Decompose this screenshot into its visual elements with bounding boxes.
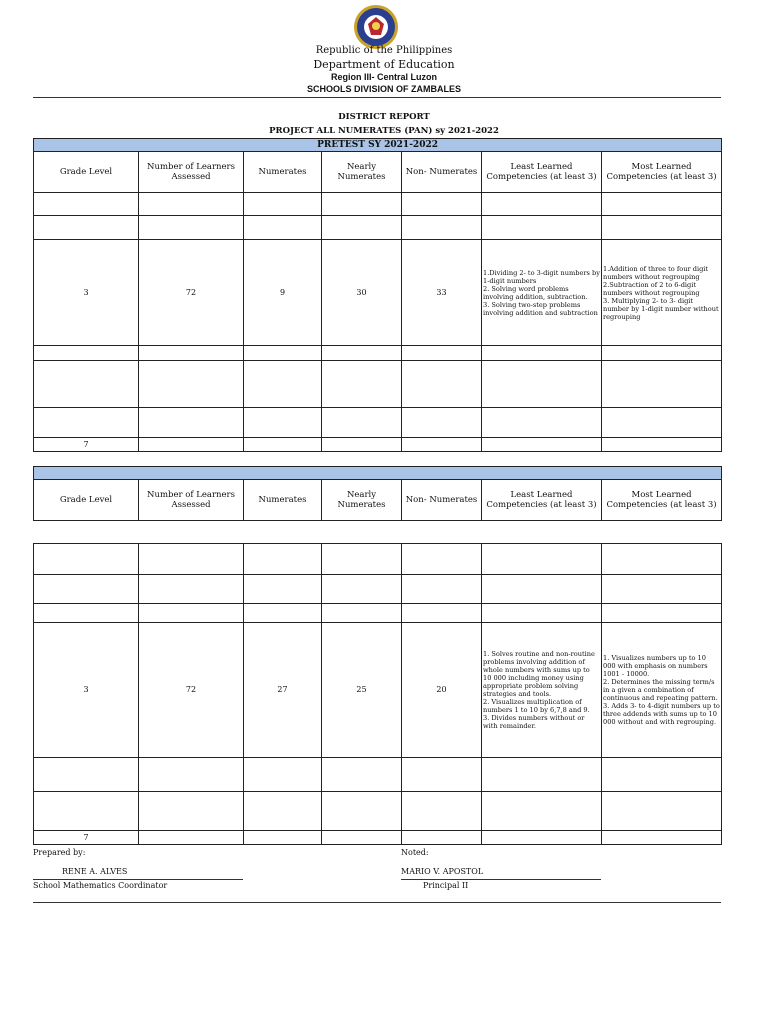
col-non-numerates: Non- Numerates <box>402 152 482 193</box>
table-row <box>34 240 722 346</box>
pretest-non: 33 <box>402 240 482 346</box>
table-row <box>34 792 722 831</box>
posttest-last-grade: 7 <box>34 831 139 845</box>
pretest-last-grade: 7 <box>34 438 139 452</box>
table-row <box>34 346 722 361</box>
col-non-numerates: Non- Numerates <box>402 480 482 521</box>
col-numerates: Numerates <box>244 152 322 193</box>
pretest-learners: 72 <box>139 240 244 346</box>
col-most-learned: Most Learned Competencies (at least 3) <box>602 480 722 521</box>
col-nearly-numerates: Nearly Numerates <box>322 152 402 193</box>
table-row <box>34 216 722 240</box>
pretest-nearly: 30 <box>322 240 402 346</box>
table-row <box>34 408 722 438</box>
table-row <box>34 361 722 408</box>
pretest-grade: 3 <box>34 240 139 346</box>
table-row <box>34 575 722 604</box>
table-row <box>34 193 722 216</box>
header-region: Region III- Central Luzon <box>331 72 437 82</box>
posttest-nearly: 25 <box>322 623 402 758</box>
posttest-header-table <box>33 466 722 521</box>
col-least-learned: Least Learned Competencies (at least 3) <box>482 152 602 193</box>
header-department: Department of Education <box>313 58 455 71</box>
col-most-learned: Most Learned Competencies (at least 3) <box>602 152 722 193</box>
report-title: DISTRICT REPORT <box>338 112 430 122</box>
deped-seal-logo <box>353 4 399 50</box>
pretest-least-learned: 1.Dividing 2- to 3-digit numbers by 1-digit numbers 2. Solving word problems involving addition, subtraction. 3. Solving two-step problems involving addition and subtraction <box>482 240 602 346</box>
table-row <box>34 623 722 758</box>
prepared-title: School Mathematics Coordinator <box>33 881 168 890</box>
col-learners-assessed: Number of Learners Assessed <box>139 152 244 193</box>
table-row <box>34 831 722 845</box>
col-least-learned: Least Learned Competencies (at least 3) <box>482 480 602 521</box>
prepared-name: RENE A. ALVES <box>62 867 128 876</box>
prepared-signature-line <box>33 879 243 880</box>
footer-divider <box>33 902 721 903</box>
report-subtitle: PROJECT ALL NUMERATES (PAN) sy 2021-2022 <box>269 126 499 136</box>
posttest-band <box>34 467 722 480</box>
col-grade-level: Grade Level <box>34 480 139 521</box>
posttest-least-learned: 1. Solves routine and non-routine problems involving addition of whole numbers with sums up to 10 000 including money using appropriate problem solving strategies and tools. 2. Visualizes multiplication of numbers 1 to 10 by 6,7,8 and 9. 3. Divides numbers without or with remainder. <box>482 623 602 758</box>
pretest-band: PRETEST SY 2021-2022 <box>34 139 722 152</box>
noted-title: Principal II <box>423 881 469 890</box>
header-division: SCHOOLS DIVISION OF ZAMBALES <box>306 84 461 94</box>
col-learners-assessed: Number of Learners Assessed <box>139 480 244 521</box>
noted-signature-line <box>401 879 601 880</box>
posttest-most-learned: 1. Visualizes numbers up to 10 000 with emphasis on numbers 1001 - 10000. 2. Determines the missing term/s in a given a combination of continuous and repeating pattern. 3. Adds 3- to 4-digit numbers up to three addends with sums up to 10 000 without and with regrouping. <box>602 623 722 758</box>
col-numerates: Numerates <box>244 480 322 521</box>
posttest-non: 20 <box>402 623 482 758</box>
pretest-numerates: 9 <box>244 240 322 346</box>
pretest-table <box>33 138 722 452</box>
posttest-numerates: 27 <box>244 623 322 758</box>
posttest-learners: 72 <box>139 623 244 758</box>
header-republic: Republic of the Philippines <box>315 45 453 56</box>
table-row <box>34 544 722 575</box>
noted-label: Noted: <box>401 848 429 857</box>
table-row <box>34 604 722 623</box>
posttest-table <box>33 543 722 845</box>
col-grade-level: Grade Level <box>34 152 139 193</box>
table-row <box>34 758 722 792</box>
prepared-by-label: Prepared by: <box>33 848 86 857</box>
pretest-most-learned: 1.Addition of three to four digit numbers without regrouping 2.Subtraction of 2 to 6-digit numbers without regrouping 3. Multiplying 2- to 3- digit number by 1-digit number without regrouping <box>602 240 722 346</box>
posttest-grade: 3 <box>34 623 139 758</box>
table-row <box>34 438 722 452</box>
header-divider <box>33 97 721 98</box>
col-nearly-numerates: Nearly Numerates <box>322 480 402 521</box>
noted-name: MARIO V. APOSTOL <box>401 867 484 876</box>
